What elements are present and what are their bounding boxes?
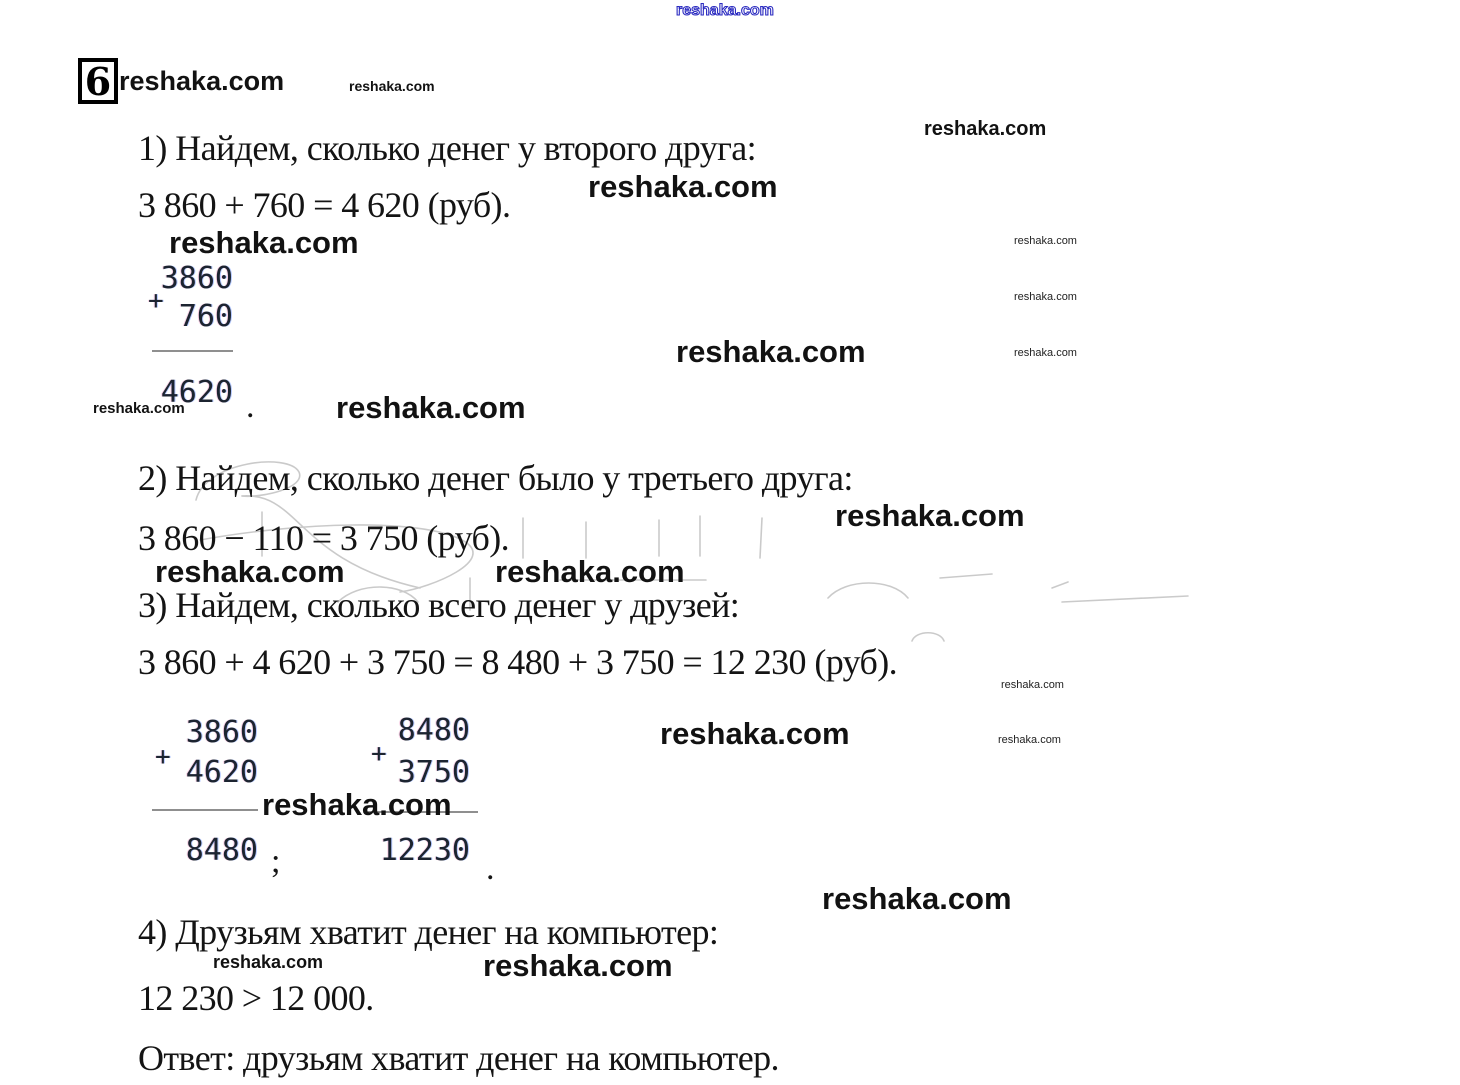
column-addition-1: [148, 261, 233, 410]
watermark: reshaka.com: [1014, 291, 1077, 303]
sum-value: 4620: [160, 375, 233, 410]
addend-2: 760: [178, 299, 233, 334]
watermark: reshaka.com: [676, 2, 774, 19]
problem-number: 6: [84, 59, 112, 104]
watermark: reshaka.com: [483, 948, 673, 983]
sum-line: [152, 809, 258, 811]
step-4-equation: 12 230 > 12 000.: [138, 978, 374, 1018]
watermark: reshaka.com: [660, 716, 850, 751]
watermark: reshaka.com: [1001, 679, 1064, 691]
step-2-title: 2) Найдем, сколько денег было у третьего друга:: [138, 458, 853, 498]
step-3-equation: 3 860 + 4 620 + 3 750 = 8 480 + 3 750 = 12 230 (руб).: [138, 642, 898, 682]
watermark: reshaka.com: [835, 498, 1025, 533]
column-addition-2: [152, 715, 258, 868]
watermark: reshaka.com: [93, 400, 185, 417]
watermark: reshaka.com: [588, 169, 778, 204]
addend-1: 8480: [397, 713, 470, 748]
watermark: reshaka.com: [924, 118, 1047, 140]
watermark: reshaka.com: [349, 78, 435, 94]
sum-value: 8480: [185, 833, 258, 868]
watermark: reshaka.com: [495, 554, 685, 589]
watermark: reshaka.com: [1014, 235, 1077, 247]
addend-2: 3750: [397, 755, 470, 790]
watermark: reshaka.com: [169, 225, 359, 260]
watermark: reshaka.com: [262, 787, 452, 822]
watermark: reshaka.com: [1014, 347, 1077, 359]
plus-sign: +: [371, 739, 387, 769]
terminator: ;: [271, 843, 281, 880]
sum-line: [152, 350, 233, 352]
watermark: reshaka.com: [336, 390, 526, 425]
problem-number-box: [78, 58, 118, 104]
watermark: reshaka.com: [998, 734, 1061, 746]
step-1-equation: 3 860 + 760 = 4 620 (руб).: [138, 185, 511, 225]
step-3-title: 3) Найдем, сколько всего денег у друзей:: [138, 585, 740, 625]
addend-2: 4620: [185, 755, 258, 790]
plus-sign: +: [148, 286, 164, 316]
step-4-title: 4) Друзьям хватит денег на компьютер:: [138, 912, 719, 952]
answer-line: Ответ: друзьям хватит денег на компьютер.: [138, 1038, 779, 1078]
addend-1: 3860: [160, 261, 233, 296]
watermark: reshaka.com: [676, 334, 866, 369]
plus-sign: +: [155, 742, 171, 772]
watermark: reshaka.com: [155, 554, 345, 589]
watermark: reshaka.com: [119, 66, 285, 96]
step-1-title: 1) Найдем, сколько денег у второго друга:: [138, 128, 757, 168]
watermark: reshaka.com: [213, 952, 324, 972]
step-2-equation: 3 860 − 110 = 3 750 (руб).: [138, 518, 510, 558]
sum-value: 12230: [379, 833, 470, 868]
terminator: .: [486, 850, 495, 887]
terminator: .: [246, 388, 255, 425]
watermark: reshaka.com: [822, 881, 1012, 916]
addend-1: 3860: [185, 715, 258, 750]
